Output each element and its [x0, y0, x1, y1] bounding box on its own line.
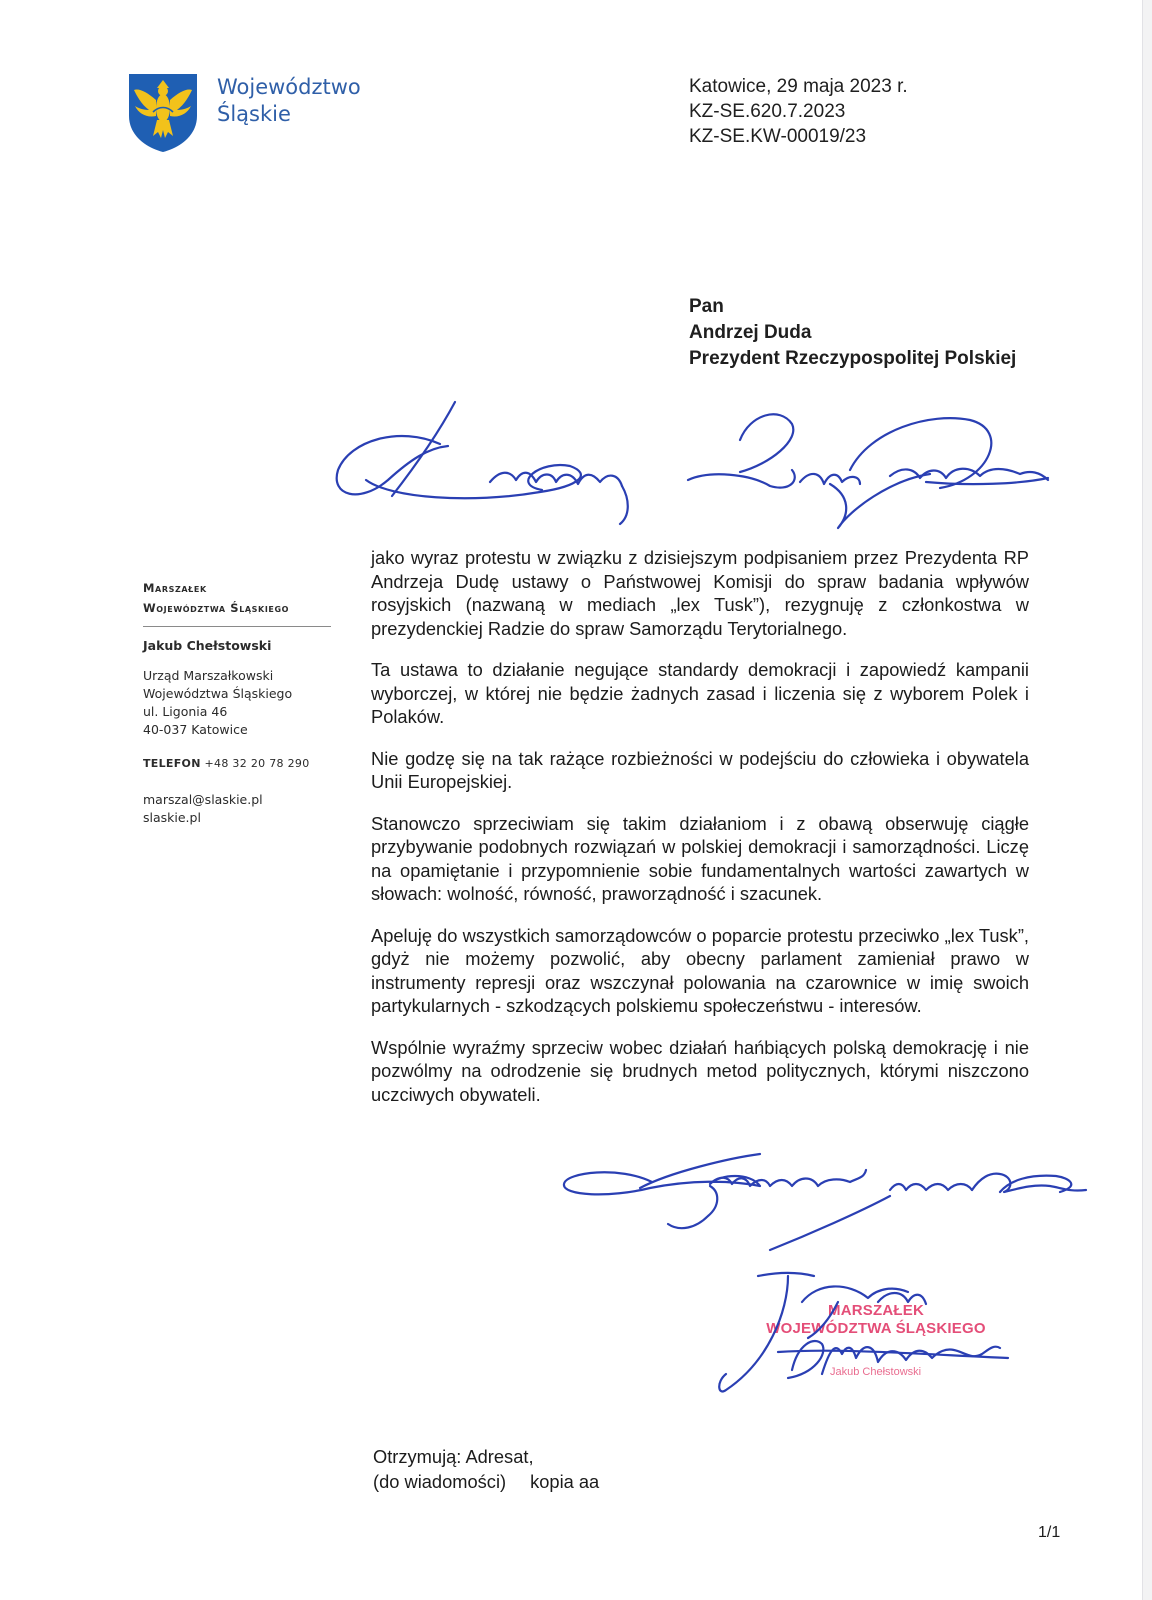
handwritten-signature [718, 1262, 1018, 1402]
sender-name: Jakub Chełstowski [143, 638, 272, 653]
address-line: Urząd Marszałkowski [143, 668, 274, 683]
stamp-line-3: Jakub Chełstowski [830, 1366, 922, 1378]
handwritten-salutation [330, 400, 1050, 540]
page-number: 1/1 [1038, 1524, 1061, 1541]
address-line: 40-037 Katowice [143, 722, 248, 737]
address-line: Województwa Śląskiego [143, 686, 293, 701]
sidebar-divider [143, 626, 331, 627]
recipients-line-2 [373, 1469, 599, 1494]
body-paragraph: Wspólnie wyraźmy sprzeciw wobec działań hańbiących polską demokrację i nie pozwólmy na odrodzenie się brudnych metod politycznych, którymi niszczono uczciwych obywateli. [371, 1036, 1029, 1105]
recipients-cc-value: kopia aa [530, 1471, 600, 1492]
addressee-name: Andrzej Duda [689, 322, 812, 343]
body-paragraph: Stanowczo sprzeciwiam się takim działaniom i z obawą obserwuję ciągłe przybywanie podobnych rozwiązań w polskiej demokracji i samorządności. Liczę na opamiętanie i przypomnienie sobie fundamentalnych wartości zawartych w słowach: wolność, równość, praworządność i szacunek. [371, 812, 1029, 904]
phone-number: +48 32 20 78 290 [204, 757, 310, 770]
coat-of-arms-icon [127, 72, 199, 154]
body-paragraph: Nie godzę się na tak rażące rozbieżności w podejściu do człowieka i obywatela Unii Europejskiej. [371, 747, 1029, 792]
sender-title-1: Marszałek [143, 581, 207, 595]
addressee-block [689, 294, 1016, 372]
body-paragraph: Ta ustawa to działanie negujące standardy demokracji i zapowiedź kampanii wyborczej, w której nie będzie żadnych zasad i liczenia się z wyborem Polek i Polaków. [371, 659, 1029, 727]
website-link[interactable]: slaskie.pl [143, 810, 201, 825]
sender-address [143, 667, 331, 739]
logo-wordmark [217, 74, 361, 128]
sender-phone [143, 755, 331, 773]
letter-body [371, 546, 1029, 1124]
reference-block [689, 74, 908, 149]
recipients-cc-label: (do wiadomości) [373, 1471, 507, 1492]
reference-number-1: KZ-SE.620.7.2023 [689, 101, 846, 122]
recipients-line-1: Otrzymują: Adresat, [373, 1446, 534, 1467]
sender-title-2: Województwa Śląskiego [143, 601, 290, 615]
stamp-line-1: MARSZAŁEK [828, 1302, 924, 1319]
addressee-position: Prezydent Rzeczypospolitej Polskiej [689, 348, 1017, 369]
sender-sidebar [143, 578, 331, 827]
body-paragraph: jako wyraz protestu w związku z dzisiejszym podpisaniem przez Prezydenta RP Andrzeja Dudę ustawy o Państwowej Komisji do spraw badania wpływów rosyjskich (nazwaną w mediach „lex Tusk”), rezygnuję z członkostwa w prezydenckiej Radzie do spraw Samorządu Terytorialnego. [371, 547, 1029, 639]
address-line: ul. Ligonia 46 [143, 704, 228, 719]
email-link[interactable]: marszal@slaskie.pl [143, 792, 263, 807]
stamp-line-2: WOJEWÓDZTWA ŚLĄSKIEGO [766, 1320, 986, 1337]
addressee-title: Pan [689, 296, 724, 317]
body-paragraph: Apeluję do wszystkich samorządowców o poparcie protestu przeciwko „lex Tusk”, gdyż nie możemy pozwolić, aby obecny parlament zamieniał prawo w instrumenty represji oraz wszczynał polowania na czarownice w imię swoich partykularnych - szkodzących polskiemu społeczeństwu - interesów. [371, 924, 1029, 1016]
phone-label: TELEFON [143, 757, 201, 770]
logo-line-2: Śląskie [217, 102, 291, 126]
handwritten-closing [560, 1152, 1090, 1252]
reference-number-2: KZ-SE.KW-00019/23 [689, 126, 867, 147]
voivodeship-logo [127, 72, 361, 154]
sender-contact [143, 791, 331, 827]
logo-line-1: Województwo [217, 75, 361, 99]
letter-date: Katowice, 29 maja 2023 r. [689, 76, 908, 97]
recipients-block [373, 1444, 599, 1494]
